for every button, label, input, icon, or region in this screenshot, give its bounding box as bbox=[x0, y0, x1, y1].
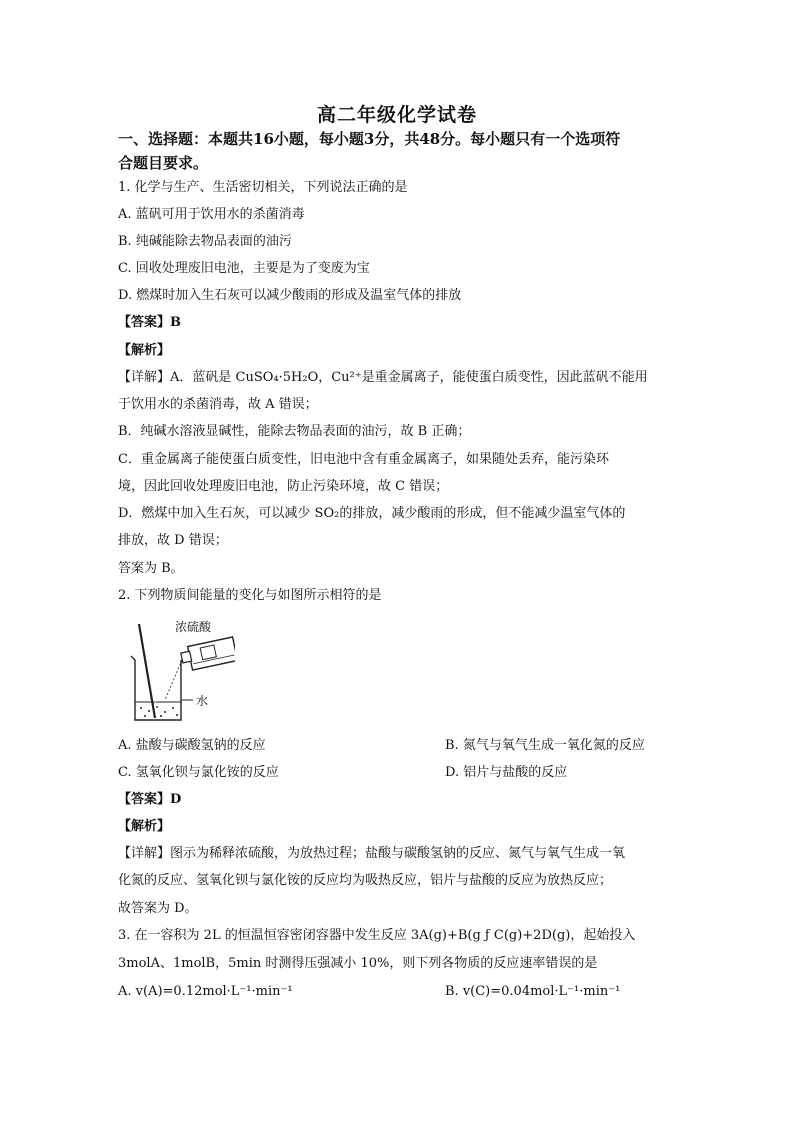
q1-detail-line: D．燃煤中加入生石灰，可以减少 SO₂的排放，减少酸雨的形成，但不能减少温室气体的 bbox=[118, 506, 626, 521]
q1-option-d: D. 燃煤时加入生石灰可以减少酸雨的形成及温室气体的排放 bbox=[118, 288, 462, 303]
q1-answer: 【答案】B bbox=[118, 315, 181, 330]
q2-detail-line: 【详解】图示为稀释浓硫酸，为放热过程；盐酸与碳酸氢钠的反应、氮气与氧气生成一氧 bbox=[118, 846, 626, 861]
q3-option-b: B. v(C)=0.04mol·L⁻¹·min⁻¹ bbox=[445, 984, 621, 999]
q2-option-b: B. 氮气与氧气生成一氧化氮的反应 bbox=[445, 738, 645, 753]
q1-option-b: B. 纯碱能除去物品表面的油污 bbox=[118, 234, 292, 249]
q1-detail-line: 【详解】A．蓝矾是 CuSO₄·5H₂O，Cu²⁺是重金属离子，能使蛋白质变性，因此蓝矾不能用 bbox=[118, 370, 648, 385]
q1-option-c: C. 回收处理废旧电池，主要是为了变废为宝 bbox=[118, 261, 370, 276]
q1-detail-line: 于饮用水的杀菌消毒，故 A 错误； bbox=[118, 397, 318, 412]
q3-stem-line: 3molA、1molB，5min 时测得压强减小 10%，则下列各物质的反应速率错误的是 bbox=[118, 956, 598, 971]
section-heading-line-2: 合题目要求。 bbox=[118, 154, 209, 172]
q3-stem-line: 3. 在一容积为 2L 的恒温恒容密闭容器中发生反应 3A(g)+B(g ƒ C(g)+2D(g)，起始投入 bbox=[118, 928, 636, 943]
q2-option-c: C. 氢氧化钡与氯化铵的反应 bbox=[118, 765, 279, 780]
q1-option-a: A. 蓝矾可用于饮用水的杀菌消毒 bbox=[118, 207, 305, 222]
q1-stem: 1. 化学与生产、生活密切相关，下列说法正确的是 bbox=[118, 180, 408, 195]
q2-analysis-heading: 【解析】 bbox=[118, 819, 171, 834]
q1-detail-line: 排放，故 D 错误； bbox=[118, 533, 228, 548]
q1-analysis-heading: 【解析】 bbox=[118, 343, 171, 358]
q2-stem: 2. 下列物质间能量的变化与如图所示相符的是 bbox=[118, 588, 382, 603]
q2-answer: 【答案】D bbox=[118, 792, 182, 807]
q2-detail-line: 故答案为 D。 bbox=[118, 901, 198, 916]
q1-detail-line: 境，因此回收处理废旧电池，防止污染环境，故 C 错误； bbox=[118, 479, 449, 494]
q1-detail-line: C．重金属离子能使蛋白质变性，旧电池中含有重金属离子，如果随处丢弃，能污染环 bbox=[118, 452, 609, 467]
q3-option-a: A. v(A)=0.12mol·L⁻¹·min⁻¹ bbox=[118, 984, 293, 999]
q1-detail-line: B．纯碱水溶液显碱性，能除去物品表面的油污，故 B 正确； bbox=[118, 424, 471, 439]
page-title: 高二年级化学试卷 bbox=[316, 104, 477, 126]
q1-detail-line: 答案为 B。 bbox=[118, 561, 184, 576]
q2-option-a: A. 盐酸与碳酸氢钠的反应 bbox=[118, 738, 266, 753]
figure-label-water: 水 bbox=[196, 694, 209, 708]
q2-option-d: D. 铝片与盐酸的反应 bbox=[445, 765, 568, 780]
q2-detail-line: 化氮的反应、氢氧化钡与氯化铵的反应均为吸热反应，铝片与盐酸的反应为放热反应； bbox=[118, 873, 613, 888]
section-heading-line-1: 一、选择题：本题共16小题，每小题3分，共48分。每小题只有一个选项符 bbox=[118, 130, 621, 148]
figure-label-acid: 浓硫酸 bbox=[175, 620, 212, 634]
